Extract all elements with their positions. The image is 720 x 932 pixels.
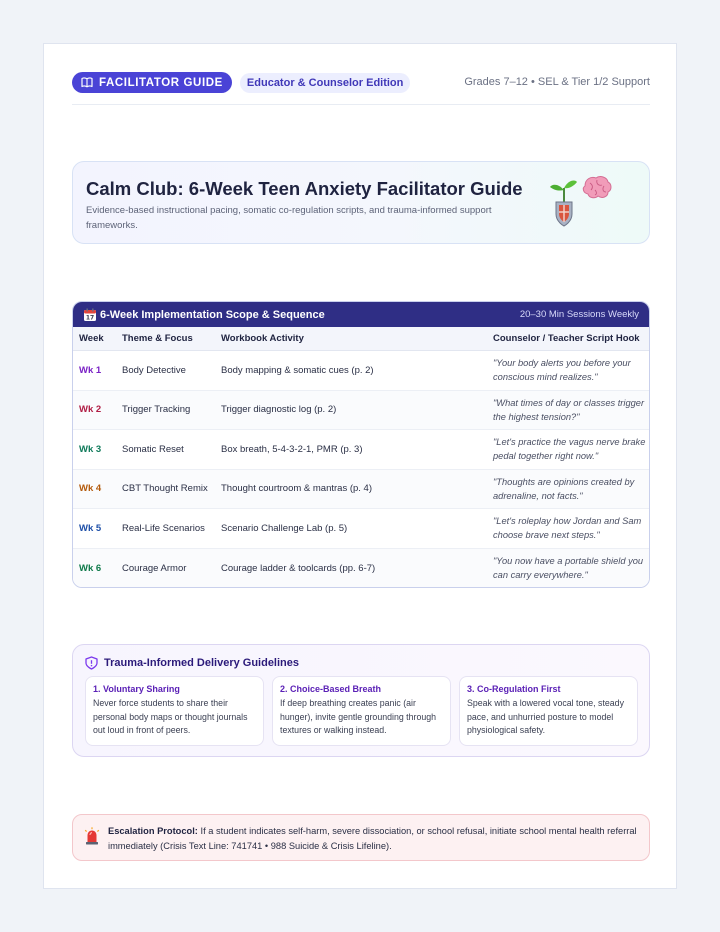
page-title: Calm Club: 6-Week Teen Anxiety Facilitator Guide xyxy=(86,178,523,199)
svg-text:17: 17 xyxy=(85,314,95,322)
activity-cell: Trigger diagnostic log (p. 2) xyxy=(221,404,337,416)
schedule-title: 6-Week Implementation Scope & Sequence xyxy=(100,308,325,321)
escalation-body: If a student indicates self-harm, severe dissociation, or school refusal, initiate school mental health referral immediately (Crisis Text Line: 741741 • 988 Suicide & Crisis Lifeline). xyxy=(108,826,637,851)
guideline-card xyxy=(459,676,638,746)
session-length: 20–30 Min Sessions Weekly xyxy=(519,309,639,320)
grades-label: Grades 7–12 • SEL & Tier 1/2 Support xyxy=(464,76,650,88)
guideline-card xyxy=(85,676,264,746)
brain-icon xyxy=(583,177,611,198)
script-hook-cell: "You now have a portable shield you can carry everywhere." xyxy=(493,556,644,581)
guideline-title: 2. Choice-Based Breath xyxy=(280,684,382,694)
theme-cell: Trigger Tracking xyxy=(122,404,191,416)
schedule-header xyxy=(73,302,649,327)
guideline-title: 3. Co-Regulation First xyxy=(467,684,561,694)
column-header: Counselor / Teacher Script Hook xyxy=(493,333,640,344)
week-cell: Wk 2 xyxy=(79,404,102,416)
page-header xyxy=(72,72,650,105)
escalation-text xyxy=(108,824,643,854)
week-cell: Wk 5 xyxy=(79,522,102,534)
table-row xyxy=(73,351,649,391)
shield-icon xyxy=(556,202,572,226)
calendar-icon xyxy=(83,308,97,322)
table-row xyxy=(73,470,649,510)
schedule-table xyxy=(72,301,650,588)
alert-shield-icon xyxy=(85,656,98,670)
table-row xyxy=(73,509,649,549)
script-hook-cell: "Let's roleplay how Jordan and Sam choose brave next steps." xyxy=(493,516,642,541)
theme-cell: CBT Thought Remix xyxy=(122,483,208,495)
guideline-text: Never force students to share their personal body maps or thought journals out loud in front of peers. xyxy=(93,698,248,735)
column-header: Workbook Activity xyxy=(221,333,304,344)
theme-cell: Courage Armor xyxy=(122,562,187,574)
table-row xyxy=(73,549,649,589)
table-row xyxy=(73,391,649,431)
script-hook-cell: "Thoughts are opinions created by adrenaline, not facts." xyxy=(493,476,635,501)
page-subtitle: Evidence-based instructional pacing, somatic co-regulation scripts, and trauma-informed support frameworks. xyxy=(86,205,492,231)
script-hook-cell: "What times of day or classes trigger the highest tension?" xyxy=(493,397,645,422)
activity-cell: Courage ladder & toolcards (pp. 6-7) xyxy=(221,562,376,574)
guidelines-title: Trauma-Informed Delivery Guidelines xyxy=(104,657,300,669)
facilitator-badge xyxy=(72,72,232,93)
activity-cell: Body mapping & somatic cues (p. 2) xyxy=(221,364,374,376)
activity-cell: Scenario Challenge Lab (p. 5) xyxy=(221,522,348,534)
escalation-label: Escalation Protocol: xyxy=(108,826,198,836)
script-hook-cell: "Your body alerts you before your conscious mind realizes." xyxy=(493,358,631,383)
table-row xyxy=(73,430,649,470)
guidelines-card xyxy=(72,644,650,757)
column-header: Week xyxy=(79,333,104,344)
hero-illustration xyxy=(547,174,613,232)
script-hook-cell: "Let's practice the vagus nerve brake pedal together right now." xyxy=(493,437,646,462)
week-cell: Wk 4 xyxy=(79,483,102,495)
escalation-alert xyxy=(72,814,650,861)
table-header-row xyxy=(73,327,649,351)
week-cell: Wk 1 xyxy=(79,364,102,376)
guideline-title: 1. Voluntary Sharing xyxy=(93,684,180,694)
guide-page xyxy=(43,43,677,889)
activity-cell: Box breath, 5-4-3-2-1, PMR (p. 3) xyxy=(221,443,363,455)
edition-badge: Educator & Counselor Edition xyxy=(240,73,410,93)
guideline-text: Speak with a lowered vocal tone, steady pace, and unhurried posture to model physiological safety. xyxy=(467,698,624,735)
guideline-text: If deep breathing creates panic (air hunger), invite gentle grounding through textures or walking instead. xyxy=(280,698,437,735)
guideline-card xyxy=(272,676,451,746)
book-icon xyxy=(81,77,93,88)
table-body xyxy=(73,351,649,588)
hero-card xyxy=(72,161,650,244)
siren-icon xyxy=(84,827,100,845)
theme-cell: Body Detective xyxy=(122,364,186,376)
week-cell: Wk 3 xyxy=(79,443,102,455)
badge-label: FACILITATOR GUIDE xyxy=(99,76,223,89)
theme-cell: Real-Life Scenarios xyxy=(122,522,205,534)
guidelines-header xyxy=(85,656,299,670)
week-cell: Wk 6 xyxy=(79,562,102,574)
theme-cell: Somatic Reset xyxy=(122,443,184,455)
activity-cell: Thought courtroom & mantras (p. 4) xyxy=(221,483,373,495)
column-header: Theme & Focus xyxy=(122,333,193,344)
